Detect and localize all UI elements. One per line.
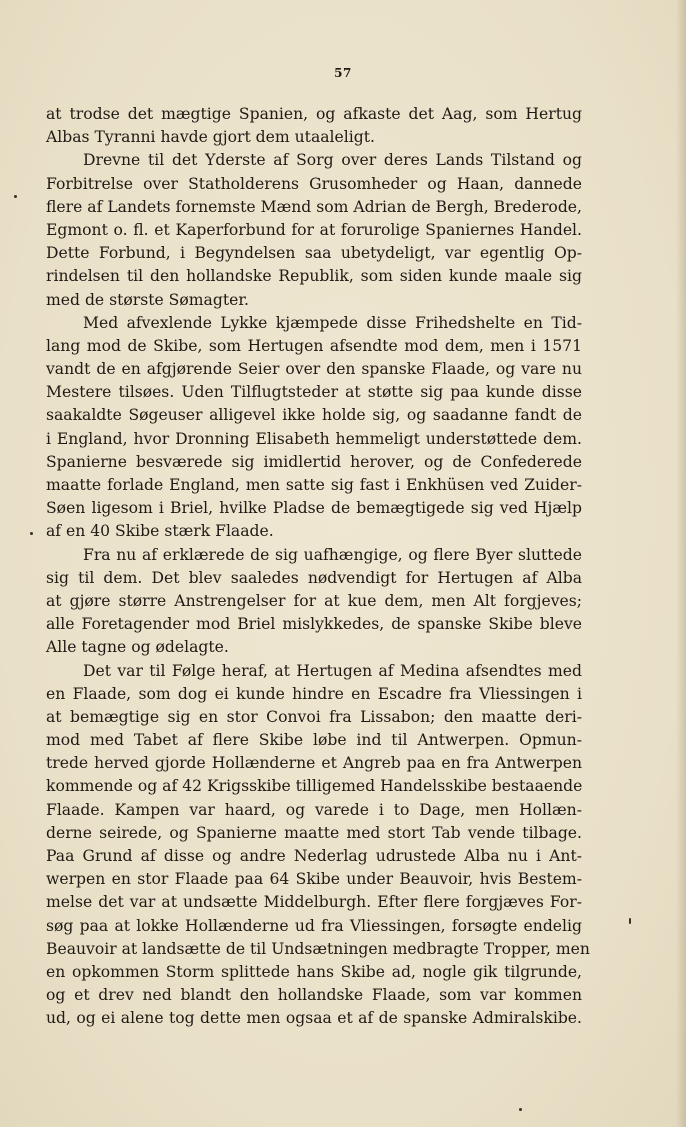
text-line: Det var til Følge heraf, at Hertugen af Medina afsendtes med [83, 661, 582, 680]
text-line: flere af Landets fornemste Mænd som Adrian de Bergh, Brederode, [46, 197, 582, 216]
text-line: derne seirede, og Spanierne maatte med stort Tab vende tilbage. [46, 823, 582, 842]
text-line: ud, og ei alene tog dette men ogsaa et af de spanske Admiralskibe. [46, 1009, 582, 1028]
text-line: i England, hvor Dronning Elisabeth hemmeligt understøttede dem. [46, 429, 582, 448]
text-line: Fra nu af erklærede de sig uafhængige, og flere Byer sluttede [83, 545, 582, 564]
text-line: Spanierne besværede sig imidlertid herover, og de Confederede [46, 452, 582, 471]
text-line: Dette Forbund, i Begyndelsen saa ubetydeligt, var egentlig Op- [46, 244, 582, 263]
text-line: af en 40 Skibe stærk Flaade. [46, 522, 274, 541]
text-line: Søen ligesom i Briel, hvilke Pladse de bemægtigede sig ved Hjælp [46, 499, 582, 518]
text-line: søg paa at lokke Hollænderne ud fra Vliessingen, forsøgte endelig [46, 916, 582, 935]
text-line: Flaade. Kampen var haard, og varede i to Dage, men Hollæn- [46, 800, 582, 819]
text-line: vandt de en afgjørende Seier over den spanske Flaade, og vare nu [46, 360, 582, 379]
text-line: en Flaade, som dog ei kunde hindre en Escadre fra Vliessingen i [46, 684, 582, 703]
text-line: Alle tagne og ødelagte. [46, 638, 229, 657]
text-line: Forbitrelse over Statholderens Grusomheder og Haan, dannede [46, 174, 582, 193]
text-line: alle Foretagender mod Briel mislykkedes, de spanske Skibe bleve [46, 615, 582, 634]
text-line: trede herved gjorde Hollænderne et Angreb paa en fra Antwerpen [46, 754, 582, 773]
text-line: rindelsen til den hollandske Republik, som siden kunde maale sig [46, 267, 582, 286]
text-line: med de største Sømagter. [46, 290, 250, 309]
text-line: en opkommen Storm splittede hans Skibe ad, nogle gik tilgrunde, [46, 962, 582, 981]
text-line: at trodse det mægtige Spanien, og afkaste det Aag, som Hertug [46, 105, 582, 123]
text-line: Med afvexlende Lykke kjæmpede disse Frihedshelte en Tid- [83, 313, 582, 332]
body-text [46, 103, 590, 1031]
text-line: Drevne til det Yderste af Sorg over deres Lands Tilstand og [83, 151, 582, 170]
text-line: kommende og af 42 Krigsskibe tilligemed Handelsskibe bestaaende [46, 777, 583, 796]
page-number: 57 [334, 66, 352, 80]
ink-speck [14, 195, 17, 198]
text-line: mod med Tabet af flere Skibe løbe ind til Antwerpen. Opmun- [46, 731, 582, 750]
page-edge-shadow [676, 0, 686, 1127]
text-line: Beauvoir at landsætte de til Undsætningen medbragte Tropper, men [46, 939, 590, 958]
text-line: sig til dem. Det blev saaledes nødvendigt for Hertugen af Alba [46, 568, 582, 587]
ink-speck [519, 1108, 522, 1111]
text-line: Mestere tilsøes. Uden Tilflugtsteder at støtte sig paa kunde disse [46, 383, 582, 402]
text-line: Albas Tyranni havde gjort dem utaaleligt. [46, 128, 375, 147]
ink-speck [629, 918, 631, 924]
text-line: at gjøre større Anstrengelser for at kue dem, men Alt forgjeves; [46, 591, 582, 610]
text-line: saakaldte Søgeuser alligevel ikke holde sig, og saadanne fandt de [46, 406, 582, 425]
text-line: werpen en stor Flaade paa 64 Skibe under Beauvoir, hvis Bestem- [46, 870, 582, 889]
text-line: maatte forlade England, men satte sig fast i Enkhüsen ved Zuider- [46, 476, 582, 494]
text-line: Paa Grund af disse og andre Nederlag udrustede Alba nu i Ant- [46, 847, 582, 865]
text-line: og et drev ned blandt den hollandske Flaade, som var kommen [46, 986, 582, 1005]
text-line: Egmont o. fl. et Kaperforbund for at forurolige Spaniernes Handel. [46, 220, 582, 239]
ink-speck [30, 532, 33, 535]
text-line: melse det var at undsætte Middelburgh. Efter flere forgjæves For- [46, 893, 582, 912]
text-line: at bemægtige sig en stor Convoi fra Lissabon; den maatte deri- [46, 707, 582, 726]
text-line: lang mod de Skibe, som Hertugen afsendte mod dem, men i 1571 [46, 336, 582, 355]
